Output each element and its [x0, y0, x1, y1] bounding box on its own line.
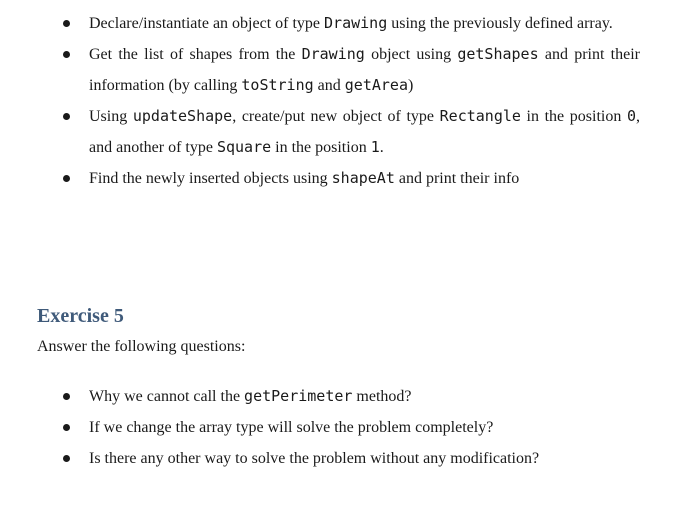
- text-run: and print their information (by calling: [89, 46, 640, 94]
- text-run: using the previously defined array.: [387, 15, 613, 32]
- inline-code: Rectangle: [439, 107, 521, 125]
- text-run: .: [379, 139, 384, 156]
- item-text: [89, 170, 519, 187]
- text-run: Get the list of shapes from the: [89, 46, 302, 63]
- bullet-icon: [63, 51, 70, 58]
- inline-code: updateShape: [132, 107, 233, 125]
- exercise-intro: Answer the following questions:: [37, 338, 246, 355]
- list-item: [0, 381, 700, 412]
- text-run: , and another of type: [89, 108, 640, 156]
- inline-code: 1: [370, 138, 380, 156]
- list-item: [0, 39, 700, 101]
- inline-code: getArea: [344, 76, 408, 94]
- text-run: object using: [364, 46, 458, 63]
- text-run: If we change the array type will solve the problem completely?: [89, 419, 494, 436]
- text-run: Why we cannot call the: [89, 388, 245, 405]
- list-item: [0, 101, 700, 163]
- inline-code: Drawing: [301, 45, 365, 63]
- item-text: [89, 419, 493, 436]
- inline-code: getShapes: [457, 45, 539, 63]
- text-run: Using: [89, 108, 133, 125]
- text-run: in the position: [271, 139, 371, 156]
- text-run: , create/put new object of type: [232, 108, 440, 125]
- inline-code: getPerimeter: [244, 387, 353, 405]
- text-run: ): [407, 77, 414, 94]
- list-item: [0, 163, 700, 194]
- bullet-icon: [63, 455, 70, 462]
- exercise-heading: Exercise 5: [37, 305, 124, 327]
- item-text: [89, 46, 640, 94]
- list-item: [0, 8, 700, 39]
- list-item: [0, 443, 700, 474]
- inline-code: Drawing: [324, 14, 388, 32]
- list-item: [0, 412, 700, 443]
- inline-code: Square: [216, 138, 272, 156]
- questions-list: [0, 381, 700, 474]
- item-text: [89, 388, 412, 405]
- text-run: Declare/instantiate an object of type: [89, 15, 325, 32]
- instructions-list: [0, 8, 700, 194]
- bullet-icon: [63, 113, 70, 120]
- text-run: and: [313, 77, 345, 94]
- bullet-icon: [63, 424, 70, 431]
- text-run: Find the newly inserted objects using: [89, 170, 332, 187]
- text-run: method?: [352, 388, 412, 405]
- item-text: [89, 450, 539, 467]
- text-run: in the position: [520, 108, 627, 125]
- item-text: [89, 15, 613, 32]
- bullet-icon: [63, 175, 70, 182]
- text-run: Is there any other way to solve the problem without any modification?: [89, 450, 540, 467]
- inline-code: shapeAt: [331, 169, 395, 187]
- item-text: [89, 108, 640, 156]
- text-run: and print their info: [394, 170, 520, 187]
- inline-code: toString: [241, 76, 314, 94]
- inline-code: 0: [626, 107, 636, 125]
- bullet-icon: [63, 20, 70, 27]
- bullet-icon: [63, 393, 70, 400]
